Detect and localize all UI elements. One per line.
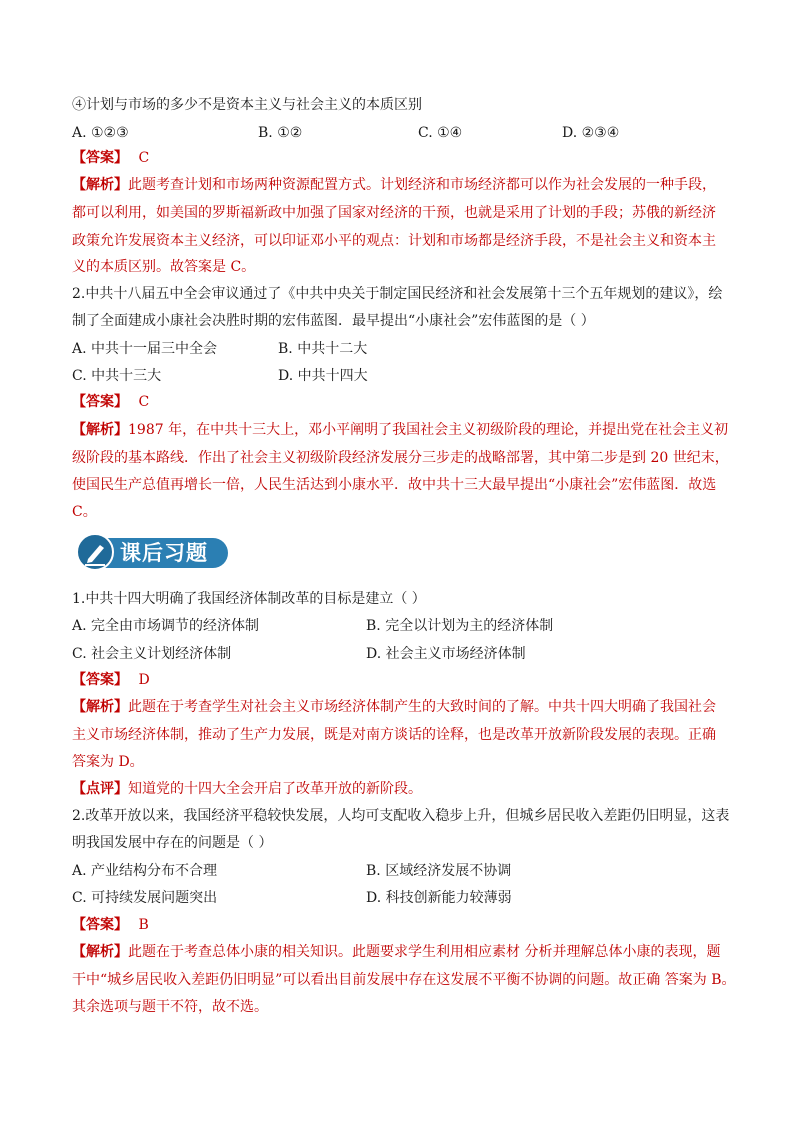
- option-d: D. ②③④: [562, 125, 620, 141]
- analysis-line-3: 答案为 D。: [72, 754, 144, 770]
- section-banner: [76, 533, 228, 573]
- question-stem-line-2: 明我国发展中存在的问题是（ ）: [72, 835, 273, 851]
- analysis-text: 1987 年，在中共十三大上，邓小平阐明了我国社会主义初级阶段的理论，并提出党在社会主义初: [128, 422, 729, 438]
- answer-line: [72, 148, 149, 168]
- option-c: C. 社会主义计划经济体制: [72, 646, 232, 662]
- answer-line: [72, 670, 150, 690]
- answer-value: D: [138, 672, 150, 688]
- analysis-line-4: 义的本质区别。故答案是 C。: [72, 259, 256, 275]
- analysis-label: 【解析】: [72, 944, 128, 960]
- option-a: A. 完全由市场调节的经济体制: [72, 618, 260, 634]
- answer-value: C: [138, 150, 150, 166]
- section-title: 课后习题: [120, 541, 208, 565]
- analysis-text: 此题在于考查学生对社会主义市场经济体制产生的大致时间的了解。中共十四大明确了我国社会: [128, 699, 716, 715]
- option-a: A. 产业结构分布不合理: [72, 863, 218, 879]
- analysis-label: 【解析】: [72, 177, 128, 193]
- question-stem-line-1: 2.改革开放以来，我国经济平稳较快发展，人均可支配收入稳步上升，但城乡居民收入差距仍旧明显，这表: [72, 808, 730, 824]
- analysis-line-1: [72, 697, 716, 717]
- option-d: D. 科技创新能力较薄弱: [366, 890, 512, 906]
- option-b: B. 完全以计划为主的经济体制: [366, 618, 554, 634]
- comment-label: 【点评】: [72, 781, 128, 797]
- analysis-line-3: 其余选项与题干不符，故不选。: [72, 999, 268, 1015]
- answer-value: C: [138, 394, 150, 410]
- option-b: B. 区域经济发展不协调: [366, 863, 512, 879]
- option-c: C. 可持续发展问题突出: [72, 890, 218, 906]
- analysis-line-2: 主义市场经济体制，推动了生产力发展，既是对南方谈话的诠释，也是改革开放新阶段发展的表现。正确: [72, 727, 716, 743]
- analysis-line-4: C。: [72, 504, 97, 520]
- option-c: C. ①④: [418, 125, 463, 141]
- banner-circle: [76, 533, 114, 571]
- comment-line: [72, 779, 422, 799]
- option-a: A. 中共十一届三中全会: [72, 341, 218, 357]
- answer-label: 【答案】: [72, 917, 128, 933]
- option-d: D. 社会主义市场经济体制: [366, 646, 526, 662]
- question-stem-line-2: 制了全面建成小康社会决胜时期的宏伟蓝图．最早提出“小康社会”宏伟蓝图的是（ ）: [72, 313, 595, 329]
- answer-line: [72, 915, 149, 935]
- pencil-icon: [78, 535, 112, 569]
- answer-label: 【答案】: [72, 672, 128, 688]
- analysis-line-3: 使国民生产总值再增长一倍，人民生活达到小康水平．故中共十三大最早提出“小康社会”宏伟蓝图．故选: [72, 477, 717, 493]
- analysis-line-2: 都可以利用，如美国的罗斯福新政中加强了国家对经济的干预，也就是采用了计划的手段；苏俄的新经济: [72, 205, 716, 221]
- analysis-line-3: 政策允许发展资本主义经济，可以印证邓小平的观点：计划和市场都是经济手段，不是社会主义和资本主: [72, 233, 716, 249]
- analysis-text: 此题考查计划和市场两种资源配置方式。计划经济和市场经济都可以作为社会发展的一种手段，: [128, 177, 716, 193]
- analysis-line-2: 干中“城乡居民收入差距仍旧明显”可以看出目前发展中存在这发展不平衡不协调的问题。故正确 答案为 B。: [72, 972, 736, 988]
- analysis-label: 【解析】: [72, 422, 128, 438]
- analysis-line-1: [72, 942, 720, 962]
- option-a: A. ①②③: [72, 125, 129, 141]
- answer-label: 【答案】: [72, 150, 128, 166]
- analysis-line-2: 级阶段的基本路线．作出了社会主义初级阶段经济发展分三步走的战略部署，其中第二步是到 20 世纪末，: [72, 450, 729, 466]
- answer-value: B: [138, 917, 149, 933]
- analysis-line-1: [72, 420, 728, 440]
- option-d: D. 中共十四大: [278, 368, 368, 384]
- answer-line: [72, 392, 149, 412]
- question-stem-line-1: 2.中共十八届五中全会审议通过了《中共中央关于制定国民经济和社会发展第十三个五年规划的建议》，绘: [72, 286, 723, 302]
- option-b: B. 中共十二大: [278, 341, 368, 357]
- analysis-line-1: [72, 175, 716, 195]
- answer-label: 【答案】: [72, 394, 128, 410]
- analysis-text: 此题在于考查总体小康的相关知识。此题要求学生利用相应素材 分析并理解总体小康的表现，题: [128, 944, 721, 960]
- analysis-label: 【解析】: [72, 699, 128, 715]
- comment-text: 知道党的十四大全会开启了改革开放的新阶段。: [128, 781, 422, 797]
- statement-4: ④计划与市场的多少不是资本主义与社会主义的本质区别: [72, 97, 422, 113]
- option-b: B. ①②: [258, 125, 303, 141]
- question-stem: 1.中共十四大明确了我国经济体制改革的目标是建立（ ）: [72, 591, 426, 607]
- option-c: C. 中共十三大: [72, 368, 162, 384]
